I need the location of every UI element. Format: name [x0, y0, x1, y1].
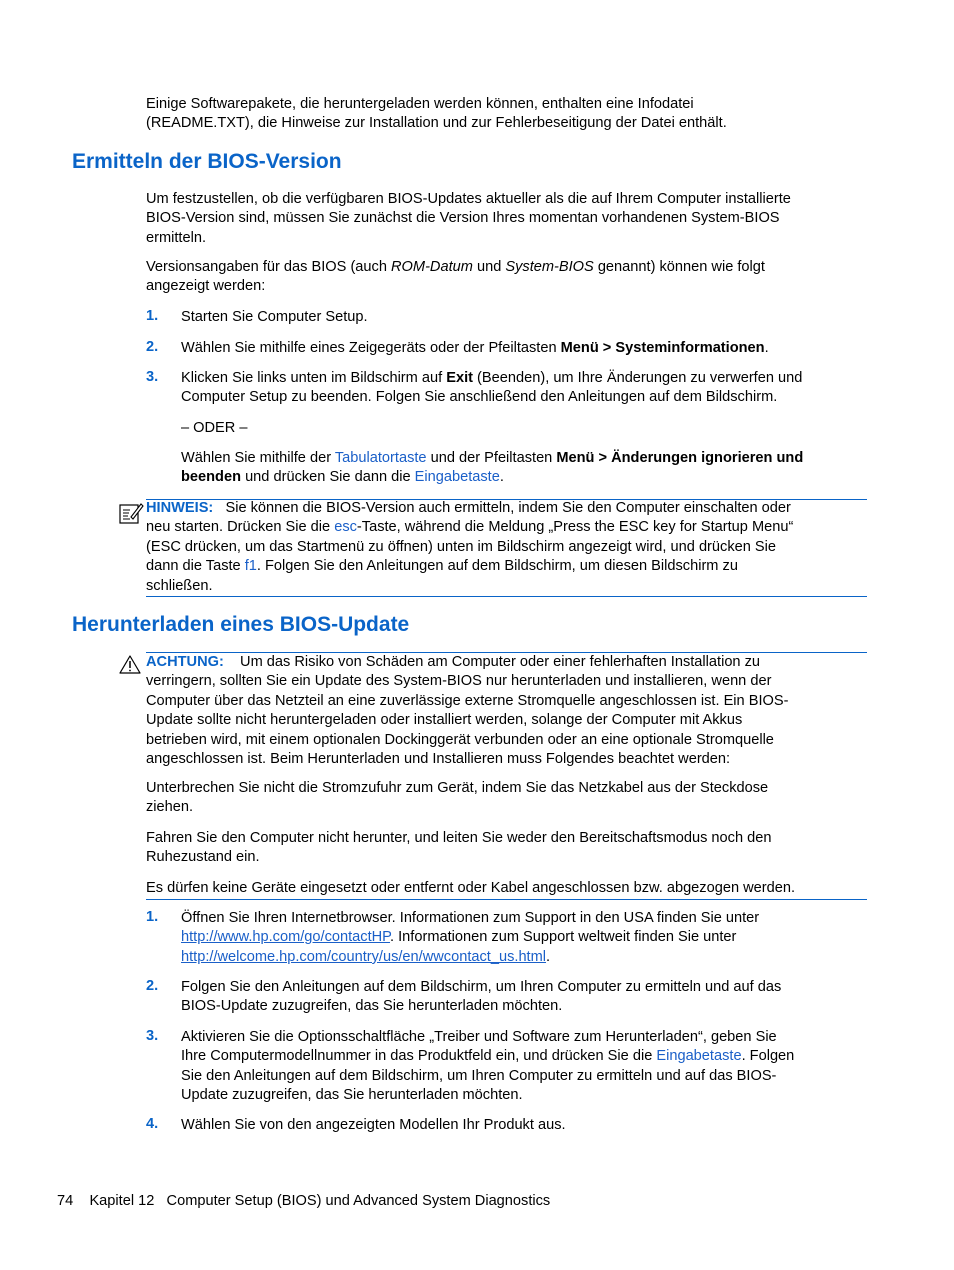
f1-link[interactable]: f1 — [244, 558, 257, 575]
contact-hp-link[interactable]: http://www.hp.com/go/contactHP — [181, 929, 391, 946]
step-text: Klicken Sie links unten im Bildschirm auf Exit (Beenden), um Ihre Änderungen zu verwerfen und Computer Setup zu beenden. Folgen Sie anschließend den Anleitungen auf dem Bildschirm. — [181, 370, 803, 406]
step-number: 3. — [146, 369, 159, 385]
step-text: Aktivieren Sie die Optionsschaltfläche „Treiber und Software zum Herunterladen“, geben Sie Ihre Computermodellnummer in das Produktfeld ein, und drücken Sie die Eingabetaste. Folgen Sie den Anleitungen auf dem Bildschirm, um Ihren Computer zu ermitteln und auf das BIOS- Update zuzugreifen, das Sie herunterladen möchten. — [181, 1029, 795, 1104]
caution-paragraph-4: Es dürfen keine Geräte eingesetzt oder entfernt oder Kabel angeschlossen bzw. abgezogen werden. — [146, 880, 796, 896]
eingabetaste-link[interactable]: Eingabetaste — [414, 469, 500, 486]
step-number: 1. — [146, 308, 159, 324]
eingabetaste-link[interactable]: Eingabetaste — [656, 1048, 742, 1065]
note-rule-bottom — [146, 596, 867, 597]
caution-label: ACHTUNG: — [146, 654, 224, 670]
step-number: 3. — [146, 1028, 159, 1044]
step-text: Wählen Sie mithilfe eines Zeigegeräts oder der Pfeiltasten Menü > Systeminformationen. — [181, 340, 769, 356]
step-text: Öffnen Sie Ihren Internetbrowser. Informationen zum Support in den USA finden Sie unter http://www.hp.com/go/contactHP. Informationen zum Support weltweit finden Sie unter http://welcome.hp.com/country/us/en/wwcontact_us.html. — [181, 910, 760, 965]
step-text: Starten Sie Computer Setup. — [181, 309, 368, 325]
step-text: Folgen Sie den Anleitungen auf dem Bildschirm, um Ihren Computer zu ermitteln und auf das BIOS-Update zuzugreifen, das Sie herunterladen möchten. — [181, 979, 782, 1015]
step-text: Wählen Sie von den angezeigten Modellen Ihr Produkt aus. — [181, 1117, 566, 1133]
page-footer — [57, 1192, 550, 1211]
chapter-label: Kapitel 12 — [89, 1193, 155, 1209]
caution-text: ACHTUNG: Um das Risiko von Schäden am Computer oder einer fehlerhaften Installation zu verringern, sollten Sie ein Update des System-BIOS nur herunterladen und installieren, wenn der Computer über das Netzteil an eine zuverlässige externe Stromquelle angeschlossen ist. Ein BIOS- Update sollte nicht heruntergeladen oder installiert werden, solange der Computer mit Akkus betrieben wird, mit einem optionalen Dockinggerät verbunden oder an eine optionale Stromquelle angeschlossen ist. Beim Herunterladen und Installieren muss Folgendes beachtet werden: — [146, 654, 789, 768]
wwcontact-link[interactable]: http://welcome.hp.com/country/us/en/wwcontact_us.html — [181, 948, 547, 965]
note-label: HINWEIS: — [146, 500, 214, 516]
warning-triangle-icon — [118, 654, 142, 678]
note-icon — [118, 501, 144, 529]
caution-paragraph-2: Unterbrechen Sie nicht die Stromzufuhr zum Gerät, indem Sie das Netzkabel aus der Steckdose ziehen. — [146, 780, 769, 816]
note-text: HINWEIS: Sie können die BIOS-Version auch ermitteln, indem Sie den Computer einschalten oder neu starten. Drücken Sie die esc-Taste, während die Meldung „Press the ESC key for Startup Menu“ (ESC drücken, um das Startmenü zu öffnen) unten im Bildschirm angezeigt wird, und drücken Sie dann die Taste f1. Folgen Sie den Anleitungen auf dem Bildschirm, um diesen Bildschirm zu schließen. — [146, 500, 794, 594]
section-heading-bios-version: Ermitteln der BIOS-Version — [72, 150, 342, 173]
section1-paragraph-2: Versionsangaben für das BIOS (auch ROM-Datum und System-BIOS genannt) können wie folgt angezeigt werden: — [146, 259, 765, 295]
tabulatortaste-link[interactable]: Tabulatortaste — [334, 450, 427, 466]
caution-rule-bottom — [146, 899, 867, 900]
intro-paragraph: Einige Softwarepakete, die heruntergeladen werden können, enthalten eine Infodatei (README.TXT), die Hinweise zur Installation und zur Fehlerbeseitigung der Datei enthält. — [146, 96, 727, 132]
oder-separator: – ODER – — [181, 420, 248, 436]
step-number: 4. — [146, 1116, 159, 1132]
caution-paragraph-3: Fahren Sie den Computer nicht herunter, und leiten Sie weder den Bereitschaftsmodus noch den Ruhezustand ein. — [146, 830, 772, 866]
chapter-title: Computer Setup (BIOS) und Advanced System Diagnostics — [166, 1193, 551, 1209]
esc-link[interactable]: esc — [334, 519, 357, 536]
page-number: 74 — [57, 1193, 74, 1209]
step-alternative: Wählen Sie mithilfe der Tabulatortaste und der Pfeiltasten Menü > Änderungen ignorieren und beenden und drücken Sie dann die Eingabetaste. — [181, 450, 804, 486]
step-number: 2. — [146, 339, 159, 355]
step-number: 1. — [146, 909, 159, 925]
section-heading-bios-update: Herunterladen eines BIOS-Update — [72, 613, 410, 636]
section1-paragraph-1: Um festzustellen, ob die verfügbaren BIOS-Updates aktueller als die auf Ihrem Computer installierte BIOS-Version sind, müssen Sie zunächst die Version Ihres momentan vorhandenen System-BIOS ermitteln. — [146, 191, 791, 246]
step-number: 2. — [146, 978, 159, 994]
